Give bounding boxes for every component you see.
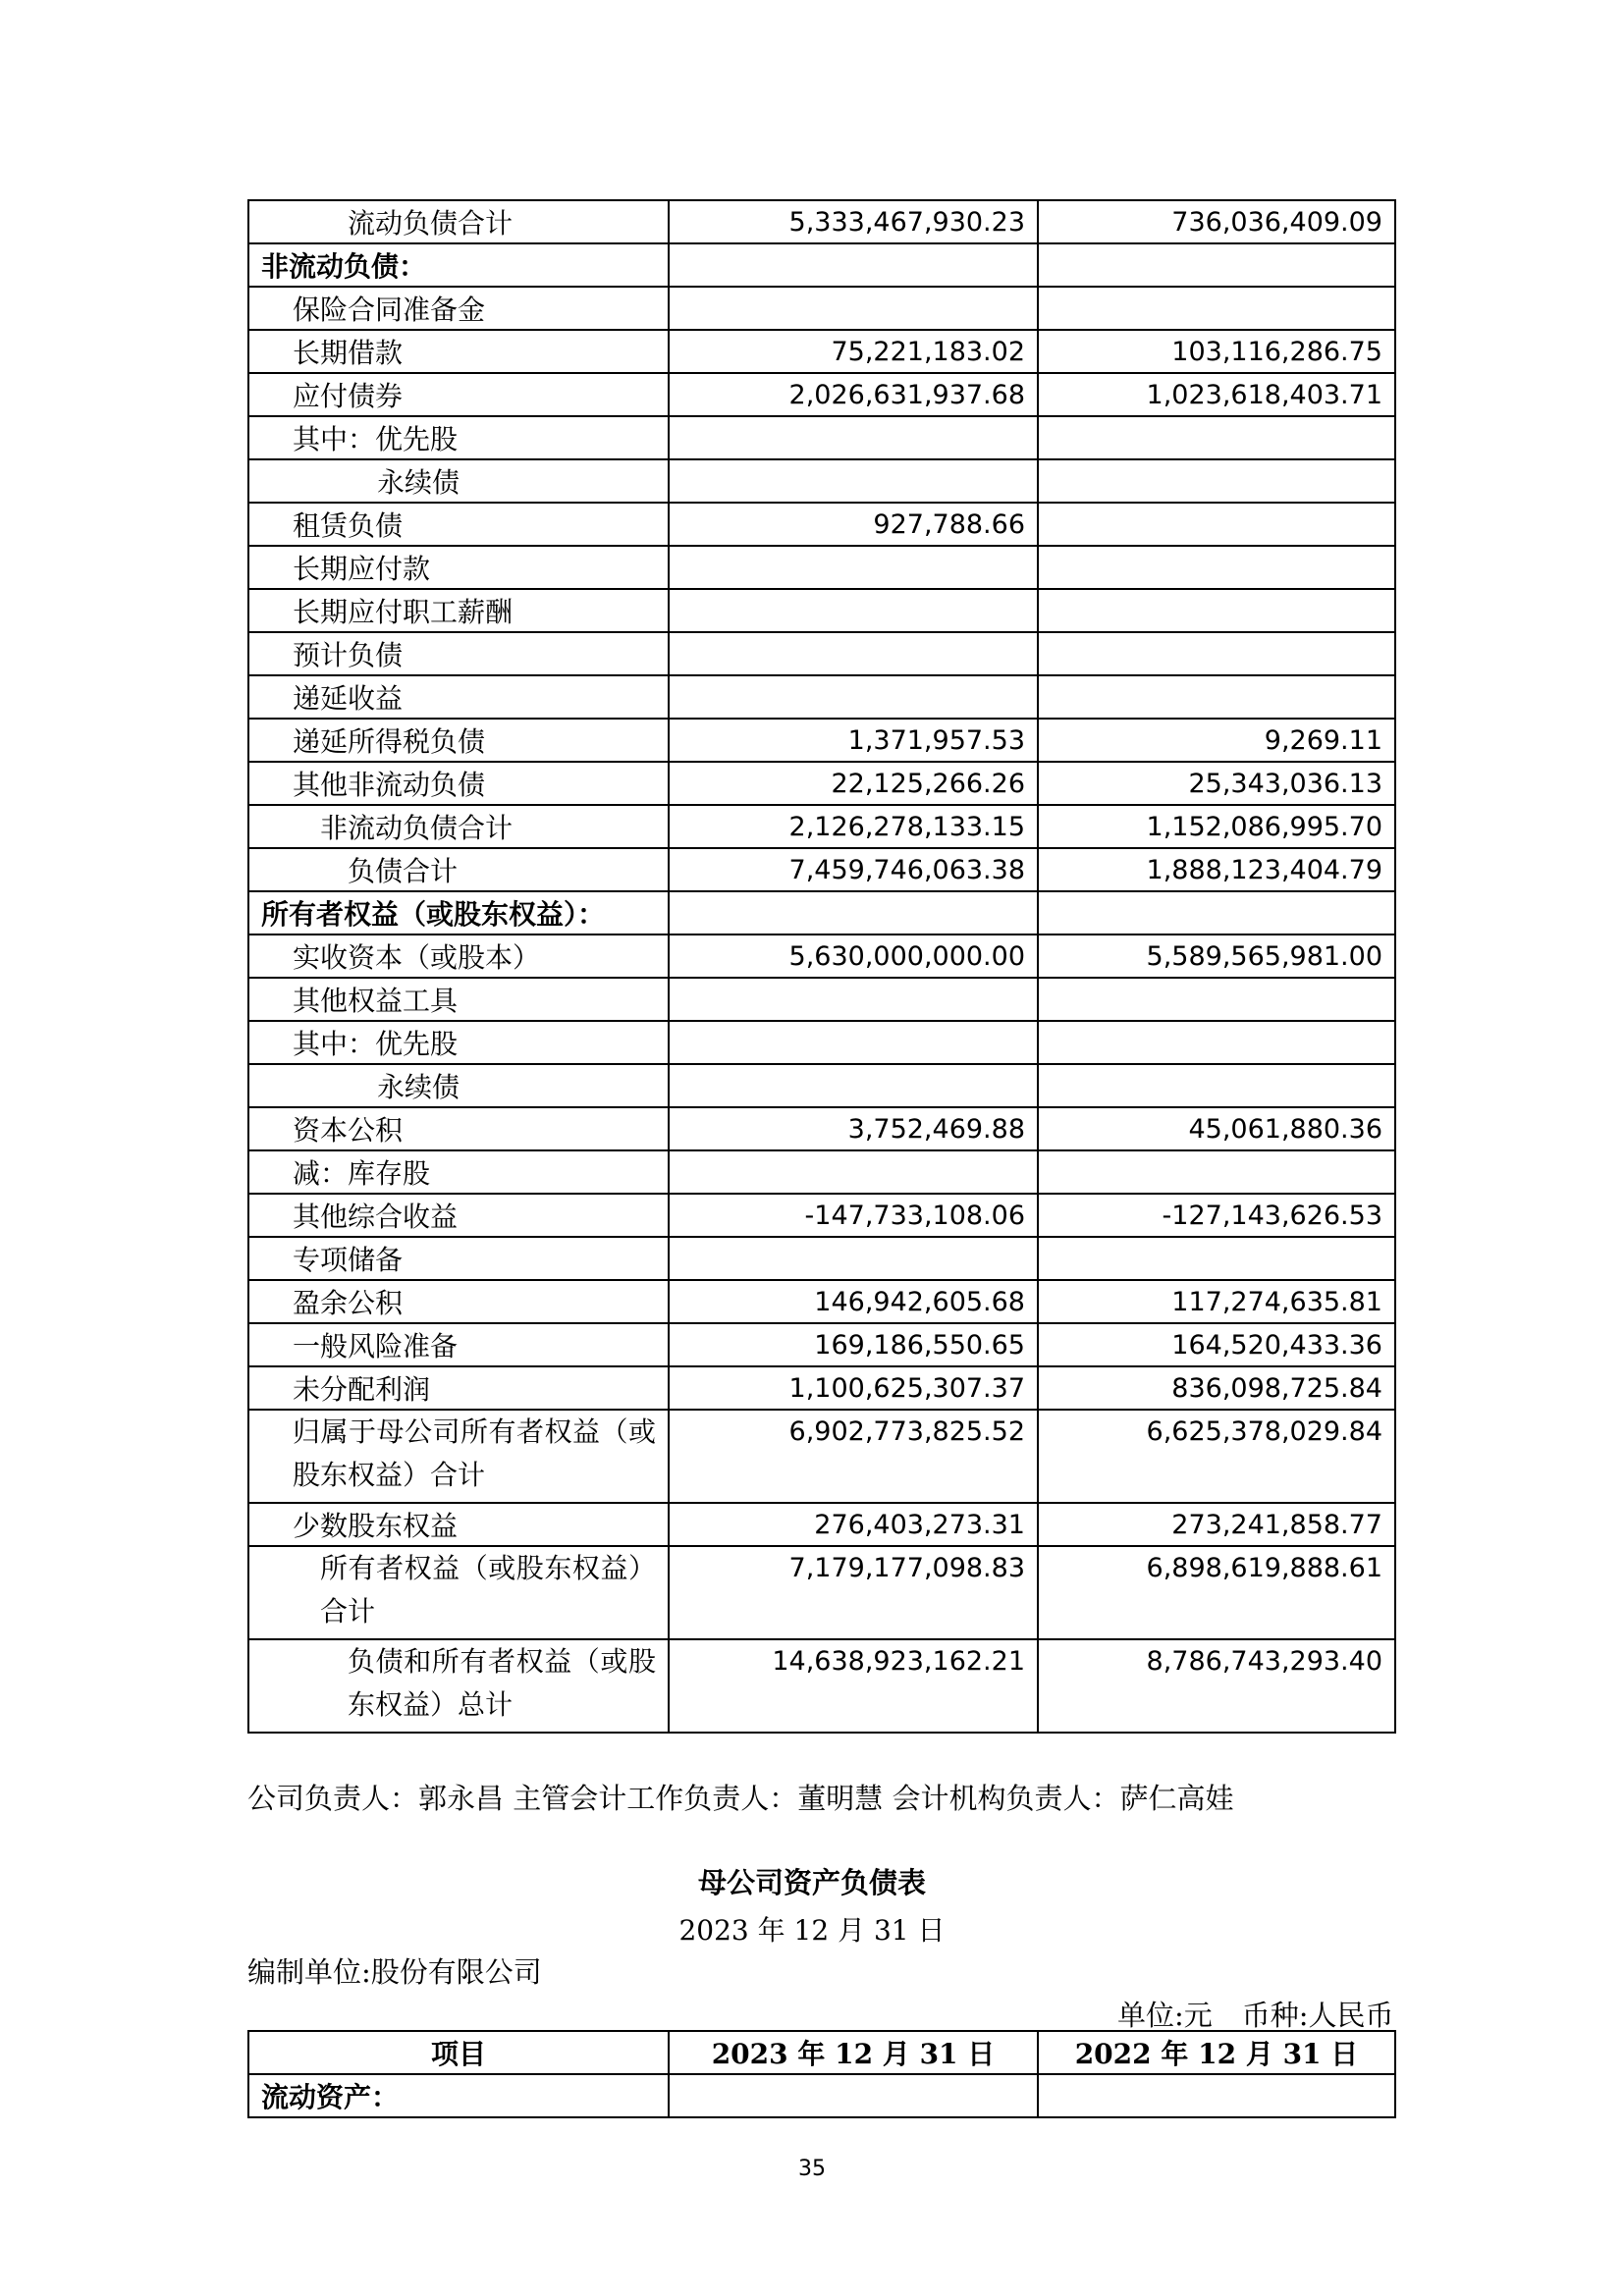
row-label: 其中：优先股 [248, 1021, 669, 1064]
value-2022: 6,898,619,888.61 [1038, 1546, 1395, 1639]
page-number: 35 [798, 2157, 826, 2181]
value-2023: 2,026,631,937.68 [669, 373, 1038, 416]
row-label: 长期应付款 [248, 546, 669, 589]
table-header-row [248, 2031, 1395, 2074]
value-2023: 169,186,550.65 [669, 1323, 1038, 1366]
value-2022: 45,061,880.36 [1038, 1107, 1395, 1150]
row-label: 减：库存股 [248, 1150, 669, 1194]
table-row [248, 2074, 1395, 2117]
row-label: 非流动负债合计 [248, 805, 669, 848]
value-2023: 1,100,625,307.37 [669, 1366, 1038, 1410]
value-2022 [1038, 1021, 1395, 1064]
table-row [248, 1366, 1395, 1410]
table-row [248, 978, 1395, 1021]
row-label: 应付债券 [248, 373, 669, 416]
row-label: 永续债 [248, 459, 669, 503]
table-row [248, 762, 1395, 805]
value-2022 [1038, 1064, 1395, 1107]
value-2022 [1038, 287, 1395, 330]
row-label: 租赁负债 [248, 503, 669, 546]
value-2022: 6,625,378,029.84 [1038, 1410, 1395, 1503]
value-2023 [669, 1064, 1038, 1107]
table-row [248, 1503, 1395, 1546]
preparing-organization: 编制单位:股份有限公司 [247, 1955, 542, 1989]
value-2023: 276,403,273.31 [669, 1503, 1038, 1546]
value-2023 [669, 1021, 1038, 1064]
value-2022 [1038, 632, 1395, 675]
table-row [248, 1150, 1395, 1194]
table-row [248, 675, 1395, 719]
table-row [248, 1323, 1395, 1366]
value-2022 [1038, 503, 1395, 546]
unit-currency [1117, 1994, 1394, 2034]
value-2023 [669, 1150, 1038, 1194]
row-label: 永续债 [248, 1064, 669, 1107]
value-2023: 7,459,746,063.38 [669, 848, 1038, 891]
table-row [248, 891, 1395, 934]
row-label: 负债合计 [248, 848, 669, 891]
table-row [248, 459, 1395, 503]
value-2022: 736,036,409.09 [1038, 200, 1395, 243]
table-row [248, 287, 1395, 330]
value-2023 [669, 546, 1038, 589]
row-label: 盈余公积 [248, 1280, 669, 1323]
table-row [248, 416, 1395, 459]
row-label: 其他非流动负债 [248, 762, 669, 805]
row-label: 资本公积 [248, 1107, 669, 1150]
row-label: 所有者权益（或股东权益）合计 [248, 1546, 669, 1639]
row-label: 其他综合收益 [248, 1194, 669, 1237]
value-2022: 5,589,565,981.00 [1038, 934, 1395, 978]
table-row [248, 1410, 1395, 1503]
value-2022 [1038, 416, 1395, 459]
value-2022: 1,888,123,404.79 [1038, 848, 1395, 891]
value-2022 [1038, 1150, 1395, 1194]
value-2023 [669, 1237, 1038, 1280]
value-2022: 1,152,086,995.70 [1038, 805, 1395, 848]
value-2023: 5,630,000,000.00 [669, 934, 1038, 978]
value-2023: 14,638,923,162.21 [669, 1639, 1038, 1733]
table-row [248, 1107, 1395, 1150]
value-2023 [669, 287, 1038, 330]
table-row [248, 330, 1395, 373]
value-2022: 9,269.11 [1038, 719, 1395, 762]
parent-balance-sheet-title: 母公司资产负债表 [697, 1866, 926, 1899]
signatures-line: 公司负责人：郭永昌 主管会计工作负责人：董明慧 会计机构负责人：萨仁高娃 [247, 1782, 1234, 1815]
row-label: 递延所得税负债 [248, 719, 669, 762]
value-2023: -147,733,108.06 [669, 1194, 1038, 1237]
table-row [248, 1639, 1395, 1733]
table-row [248, 546, 1395, 589]
value-2022: -127,143,626.53 [1038, 1194, 1395, 1237]
row-label: 长期应付职工薪酬 [248, 589, 669, 632]
value-2022 [1038, 459, 1395, 503]
value-2023: 1,371,957.53 [669, 719, 1038, 762]
value-2023: 146,942,605.68 [669, 1280, 1038, 1323]
row-label: 长期借款 [248, 330, 669, 373]
table-row [248, 934, 1395, 978]
row-label: 未分配利润 [248, 1366, 669, 1410]
row-label: 保险合同准备金 [248, 287, 669, 330]
table-row [248, 200, 1395, 243]
parent-balance-sheet-table [247, 2030, 1396, 2118]
value-2023: 75,221,183.02 [669, 330, 1038, 373]
value-2022 [1038, 243, 1395, 287]
value-2022: 8,786,743,293.40 [1038, 1639, 1395, 1733]
value-2023 [669, 978, 1038, 1021]
row-label: 专项储备 [248, 1237, 669, 1280]
table-row [248, 632, 1395, 675]
column-header-item: 项目 [248, 2031, 669, 2074]
column-header-2022: 2022 年 12 月 31 日 [1038, 2031, 1395, 2074]
value-2023: 7,179,177,098.83 [669, 1546, 1038, 1639]
value-2022 [1038, 891, 1395, 934]
row-label: 递延收益 [248, 675, 669, 719]
liabilities-equity-table [247, 199, 1396, 1734]
row-label: 预计负债 [248, 632, 669, 675]
table-row [248, 1280, 1395, 1323]
currency-label: 币种:人民币 [1241, 1999, 1394, 2032]
table-row [248, 503, 1395, 546]
value-2022: 103,116,286.75 [1038, 330, 1395, 373]
value-2023 [669, 632, 1038, 675]
value-2022 [1038, 589, 1395, 632]
value-2023: 2,126,278,133.15 [669, 805, 1038, 848]
value-2022 [1038, 1237, 1395, 1280]
value-2022 [1038, 2074, 1395, 2117]
value-2022: 164,520,433.36 [1038, 1323, 1395, 1366]
value-2023: 22,125,266.26 [669, 762, 1038, 805]
table-row [248, 589, 1395, 632]
unit-label: 单位:元 [1117, 1999, 1213, 2032]
section-header: 流动资产： [248, 2074, 669, 2117]
value-2023 [669, 459, 1038, 503]
value-2023 [669, 891, 1038, 934]
value-2022 [1038, 675, 1395, 719]
column-header-2023: 2023 年 12 月 31 日 [669, 2031, 1038, 2074]
value-2022: 25,343,036.13 [1038, 762, 1395, 805]
value-2023 [669, 243, 1038, 287]
row-label: 负债和所有者权益（或股东权益）总计 [248, 1639, 669, 1733]
value-2023 [669, 675, 1038, 719]
row-label: 实收资本（或股本） [248, 934, 669, 978]
row-label: 其他权益工具 [248, 978, 669, 1021]
table-row [248, 719, 1395, 762]
row-label: 一般风险准备 [248, 1323, 669, 1366]
row-label: 流动负债合计 [248, 200, 669, 243]
table-row [248, 848, 1395, 891]
value-2023 [669, 2074, 1038, 2117]
row-label: 少数股东权益 [248, 1503, 669, 1546]
value-2022 [1038, 546, 1395, 589]
value-2022: 117,274,635.81 [1038, 1280, 1395, 1323]
value-2022: 1,023,618,403.71 [1038, 373, 1395, 416]
value-2023: 927,788.66 [669, 503, 1038, 546]
value-2022: 273,241,858.77 [1038, 1503, 1395, 1546]
row-label: 其中：优先股 [248, 416, 669, 459]
row-label: 归属于母公司所有者权益（或股东权益）合计 [248, 1410, 669, 1503]
value-2023 [669, 589, 1038, 632]
value-2023: 5,333,467,930.23 [669, 200, 1038, 243]
value-2023: 3,752,469.88 [669, 1107, 1038, 1150]
table-row [248, 805, 1395, 848]
value-2022: 836,098,725.84 [1038, 1366, 1395, 1410]
report-date: 2023 年 12 月 31 日 [678, 1914, 946, 1947]
value-2022 [1038, 978, 1395, 1021]
section-header: 非流动负债： [248, 243, 669, 287]
table-row [248, 1064, 1395, 1107]
value-2023: 6,902,773,825.52 [669, 1410, 1038, 1503]
table-row [248, 1194, 1395, 1237]
table-row [248, 373, 1395, 416]
table-row [248, 243, 1395, 287]
value-2023 [669, 416, 1038, 459]
section-header: 所有者权益（或股东权益）： [248, 891, 669, 934]
table-row [248, 1546, 1395, 1639]
table-row [248, 1021, 1395, 1064]
table-row [248, 1237, 1395, 1280]
